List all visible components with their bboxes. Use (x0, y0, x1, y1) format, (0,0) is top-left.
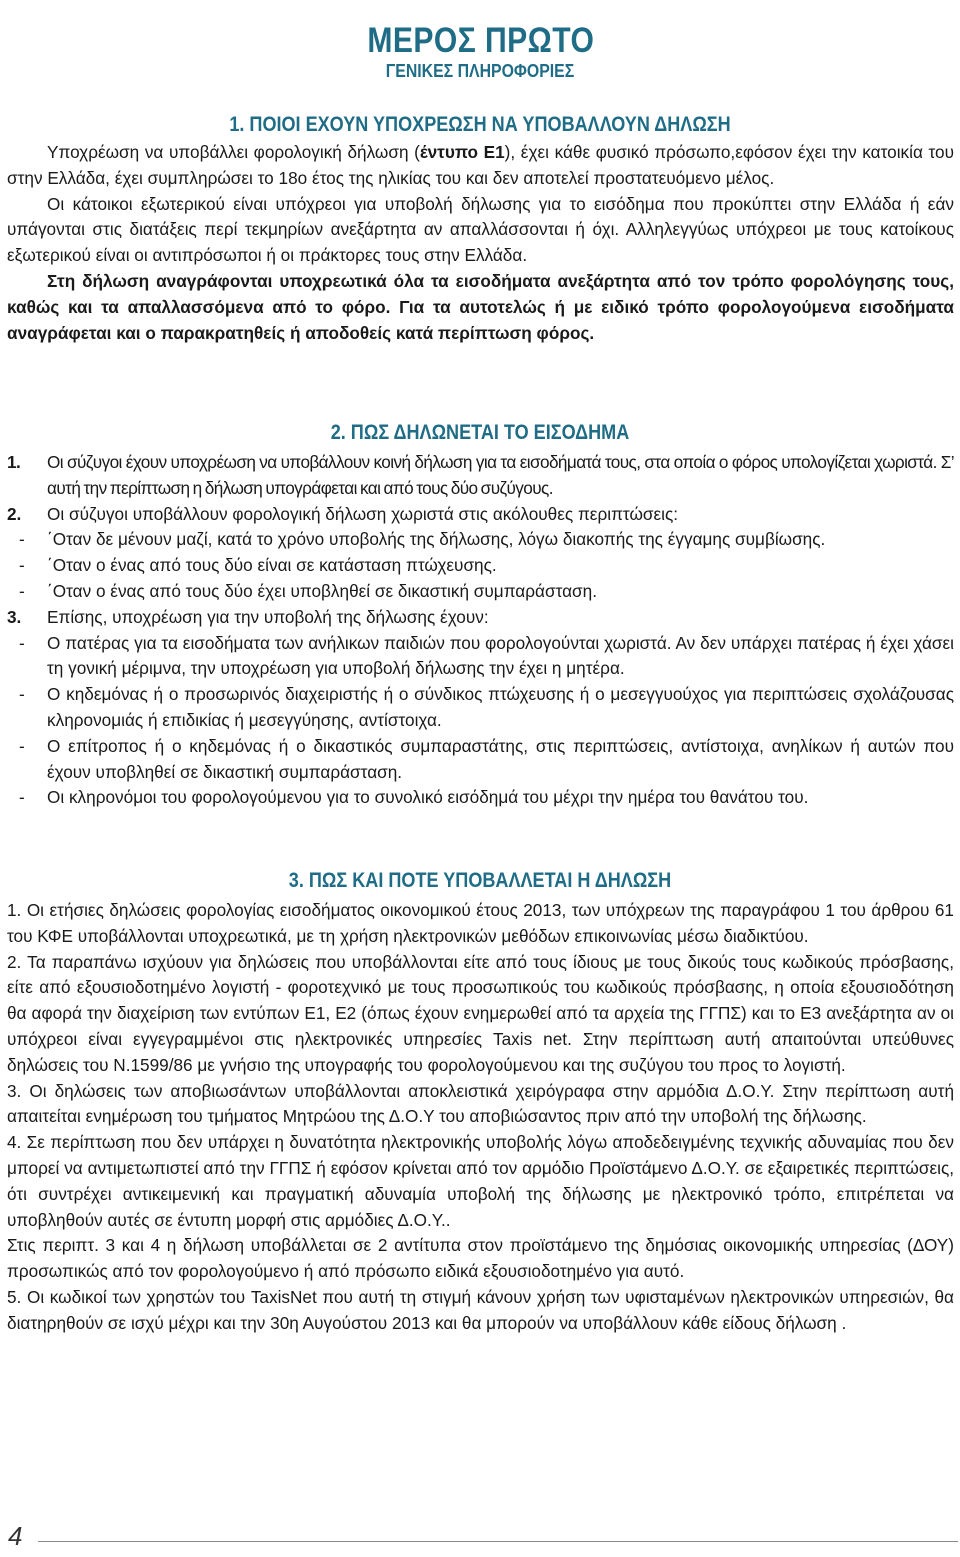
page-number: 4 (8, 1521, 23, 1551)
section-2-item-3-bullet: - Ο πατέρας για τα εισοδήματα των ανήλικων παιδιών που φορολογούνται χωριστά. Αν δεν υπάρχει πατέρας ή έχει χάσει τη γονική μέριμνα, την υποχρέωση για υποβολή δήλωσης την έχει η μητέρα. (19, 632, 954, 679)
section-2-item-2-bullet: - ΄Οταν ο ένας από τους δύο έχει υποβληθεί σε δικαστική συμπαράσταση. (19, 580, 597, 601)
section-1-paragraph-3: Στη δήλωση αναγράφονται υποχρεωτικά όλα τα εισοδήματα ανεξάρτητα από τον τρόπο φορολόγησης τους, καθώς και τα απαλλασσόμενα από το φόρο. Για τα αυτοτελώς ή με ειδικό τρόπο φορολογούμενα εισοδήματα αναγράφεται και ο παρακρατηθείς ή αποδοθείς κατά περίπτωση φόρος. (7, 270, 954, 343)
footer-rule (38, 1541, 958, 1542)
section-3-paragraph-4: 4. Σε περίπτωση που δεν υπάρχει η δυνατότητα ηλεκτρονικής υποβολής λόγω αποδεδειγμένης τεχνικής αδυναμίας που δεν μπορεί να αντιμετωπιστεί από την ΓΓΠΣ ή εφόσον κρίνεται από τον αρμόδιο Προϊστάμενο Δ.Ο.Υ. σε εξαιρετικές περιπτώσεις, ότι συντρέχει αντικειμενική και πραγματική αδυναμία υποβολή της δήλωσης με ηλεκτρονικό τρόπο, επιτρέπεται να υποβληθούν αυτές σε έντυπη μορφή στις αρμόδιες Δ.Ο.Υ.. (7, 1132, 954, 1230)
section-1-body (7, 140, 954, 346)
section-2-heading: 2. ΠΩΣ ΔΗΛΩΝΕΤΑΙ ΤΟ ΕΙΣΟΔΗΜΑ (330, 421, 630, 444)
section-3-paragraph-1: 1. Οι ετήσιες δηλώσεις φορολογίας εισοδήματος οικονομικού έτους 2013, των υπόχρεων της παραγράφου 1 του άρθρου 61 του ΚΦΕ υποβάλλονται υποχρεωτικά, με τη χρήση ηλεκτρονικών μεθόδων επικοινωνίας μέσω διαδικτύου. (7, 900, 954, 946)
section-3-paragraph-6: 5. Οι κωδικοί των χρηστών του TaxisNet που αυτή τη στιγμή κάνουν χρήση των υφισταμένων ηλεκτρονικών υπηρεσιών, θα διατηρηθούν σε ισχύ μέχρι και την 30η Αυγούστου 2013 και θα μπορούν να υποβάλλουν κάθε είδους δήλωση . (7, 1286, 954, 1333)
section-3-body (7, 898, 954, 1337)
section-3-paragraph-5: Στις περιπτ. 3 και 4 η δήλωση υποβάλλεται σε 2 αντίτυπα στον προϊστάμενο της δημόσιας οικονομικής υπηρεσίας (ΔΟΥ) προσωπικώς από τον φορολογούμενο ή από πρόσωπο ειδικά εξουσιοδοτημένο για αυτό. (7, 1235, 954, 1282)
page-subtitle: ΓΕΝΙΚΕΣ ΠΛΗΡΟΦΟΡΙΕΣ (385, 61, 575, 81)
section-2-item-2-bullet: - ΄Οταν ο ένας από τους δύο είναι σε κατάσταση πτώχευσης. (19, 555, 497, 576)
form-e1-label: έντυπο Ε1 (419, 142, 505, 162)
section-2-item-3: 3. Επίσης, υποχρέωση για την υποβολή της δήλωσης έχουν: (7, 606, 489, 627)
section-2-item-2: 2. Οι σύζυγοι υποβάλλουν φορολογική δήλωση χωριστά στις ακόλουθες περιπτώσεις: (7, 503, 679, 524)
section-1-paragraph-1: Υποχρέωση να υποβάλλει φορολογική δήλωση (έντυπο Ε1), έχει κάθε φυσικό πρόσωπο,εφόσον έχει την κατοικία του στην Ελλάδα, έχει συμπληρώσει το 18ο έτος της ηλικίας του και δεν αποτελεί προστατευόμενο μέλος. (7, 142, 954, 188)
section-3-paragraph-3: 3. Οι δηλώσεις των αποβιωσάντων υποβάλλονται αποκλειστικά χειρόγραφα στην αρμόδια Δ.Ο.Υ. Στην περίπτωση αυτή απαιτείται ενημέρωση του τμήματος Μητρώου της Δ.Ο.Υ του αποβιώσαντος πριν από την υποβολή της δήλωσης. (7, 1080, 954, 1127)
page-title: ΜΕΡΟΣ ΠΡΩΤΟ (367, 21, 595, 60)
section-1-paragraph-2: Οι κάτοικοι εξωτερικού είναι υπόχρεοι για υποβολή δήλωσης για το εισόδημα που προκύπτει στην Ελλάδα ή εάν υπάγονται στις διατάξεις περί τεκμηρίων ανεξάρτητα αν απαλλάσσονται ή όχι. Αλληλεγγύως υπόχρεοι με τους κατοίκους εξωτερικού είναι οι αντιπρόσωποι ή οι πράκτορες τους στην Ελλάδα. (7, 193, 954, 266)
section-2-item-2-bullet: - ΄Οταν δε μένουν μαζί, κατά το χρόνο υποβολής της δήλωσης, λόγω διακοπής της έγγαμης συμβίωσης. (19, 529, 826, 550)
section-2-item-3-bullet: - Ο κηδεμόνας ή ο προσωρινός διαχειριστής ή ο σύνδικος πτώχευσης ή ο μεσεγγυούχος για περιπτώσεις σχολάζουσας κληρονομιάς ή επιδικίας ή μεσεγγύησης, αντίστοιχα. (19, 684, 954, 730)
section-2-body (7, 450, 954, 811)
section-2-item-1: 1. Οι σύζυγοι έχουν υποχρέωση να υποβάλλουν κοινή δήλωση για τα εισοδήματά τους, στα οποία ο φόρος υπολογίζεται χωριστά. Σ’ αυτή την περίπτωση η δήλωση υπογράφεται και από τους δύο συζύγους. (7, 452, 954, 498)
section-3-heading: 3. ΠΩΣ ΚΑΙ ΠΟΤΕ ΥΠΟΒΑΛΛΕΤΑΙ Η ΔΗΛΩΣΗ (288, 869, 672, 892)
section-2-item-3-bullet: - Οι κληρονόμοι του φορολογούμενου για το συνολικό εισόδημά του μέχρι την ημέρα του θανάτου του. (19, 787, 809, 808)
section-1-heading: 1. ΠΟΙΟΙ ΕΧΟΥΝ ΥΠΟΧΡΕΩΣΗ ΝΑ ΥΠΟΒΑΛΛΟΥΝ ΔΗΛΩΣΗ (229, 113, 731, 136)
section-2-item-3-bullet: - Ο επίτροπος ή ο κηδεμόνας ή ο δικαστικός συμπαραστάτης, στις περιπτώσεις, αντίστοιχα, ανηλίκων ή αυτών που έχουν υποβληθεί σε δικαστική συμπαράσταση. (19, 735, 954, 782)
section-3-paragraph-2: 2. Τα παραπάνω ισχύουν για δηλώσεις που υποβάλλονται είτε από τους ίδιους με τους δικούς τους κωδικούς πρόσβασης, είτε από εξουσιοδοτημένο λογιστή - φοροτεχνικό με τους προσωπικούς του κωδικούς πρόσβασης, η οποία εξουσιοδότηση θα αφορά την διαχείριση των εντύπων Ε1, Ε2 (όπως έχουν ενημερωθεί από τα αρχεία της ΓΓΠΣ) και το Ε3 ανεξάρτητα αν οι υπόχρεοι είναι εγγεγραμμένοι στις ηλεκτρονικές υπηρεσίες Taxis net. Στην περίπτωση αυτή απαιτούνται υπεύθυνες δηλώσεις του Ν.1599/86 με γνήσιο της υπογραφής του φορολογούμενου και της συζύγου του προς το λογιστή. (7, 951, 954, 1075)
